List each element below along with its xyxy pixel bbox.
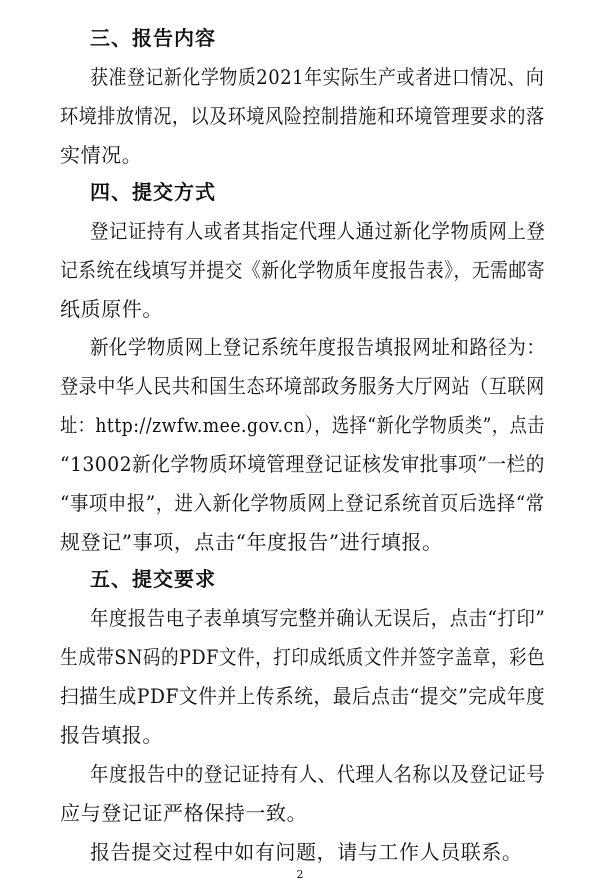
paragraph-line: 实情况。 bbox=[60, 143, 143, 167]
paragraph-line: 纸质原件。 bbox=[60, 297, 163, 321]
paragraph-line: 获准登记新化学物质2021年实际生产或者进口情况、向 bbox=[90, 65, 545, 89]
paragraph-line: 年度报告电子表单填写完整并确认无误后，点击“打印” bbox=[90, 606, 546, 630]
paragraph-line: “事项申报”，进入新化学物质网上登记系统首页后选择“常 bbox=[60, 491, 545, 515]
section-heading-report-content: 三、报告内容 bbox=[90, 26, 216, 50]
paragraph-line: 报告提交过程中如有问题，请与工作人员联系。 bbox=[90, 840, 523, 864]
section-heading-submission-requirements: 五、提交要求 bbox=[90, 567, 216, 591]
paragraph-line: 新化学物质网上登记系统年度报告填报网址和路径为： bbox=[90, 335, 546, 359]
paragraph-line: 登记证持有人或者其指定代理人通过新化学物质网上登 bbox=[90, 219, 546, 243]
paragraph-line: 扫描生成PDF文件并上传系统，最后点击“提交”完成年度 bbox=[60, 684, 546, 708]
paragraph-line: 规登记”事项，点击“年度报告”进行填报。 bbox=[60, 530, 443, 554]
paragraph-line: 生成带SN码的PDF文件，打印成纸质文件并签字盖章，彩色 bbox=[60, 645, 546, 669]
paragraph-line: 年度报告中的登记证持有人、代理人名称以及登记证号 bbox=[90, 762, 546, 786]
paragraph-line: 环境排放情况，以及环境风险控制措施和环境管理要求的落 bbox=[60, 104, 545, 128]
paragraph-line: 报告填报。 bbox=[60, 723, 163, 747]
paragraph-line: 记系统在线填写并提交《新化学物质年度报告表》，无需邮寄 bbox=[60, 258, 546, 282]
paragraph-line: 址：http://zwfw.mee.gov.cn），选择“新化学物质类”，点击 bbox=[60, 413, 545, 437]
paragraph-line: “13002新化学物质环境管理登记证核发审批事项”一栏的 bbox=[60, 452, 545, 476]
paragraph-line: 应与登记证严格保持一致。 bbox=[60, 801, 308, 825]
section-heading-submission-method: 四、提交方式 bbox=[90, 180, 216, 204]
paragraph-line: 登录中华人民共和国生态环境部政务服务大厅网站（互联网 bbox=[60, 374, 545, 398]
page-number: 2 bbox=[296, 868, 304, 881]
